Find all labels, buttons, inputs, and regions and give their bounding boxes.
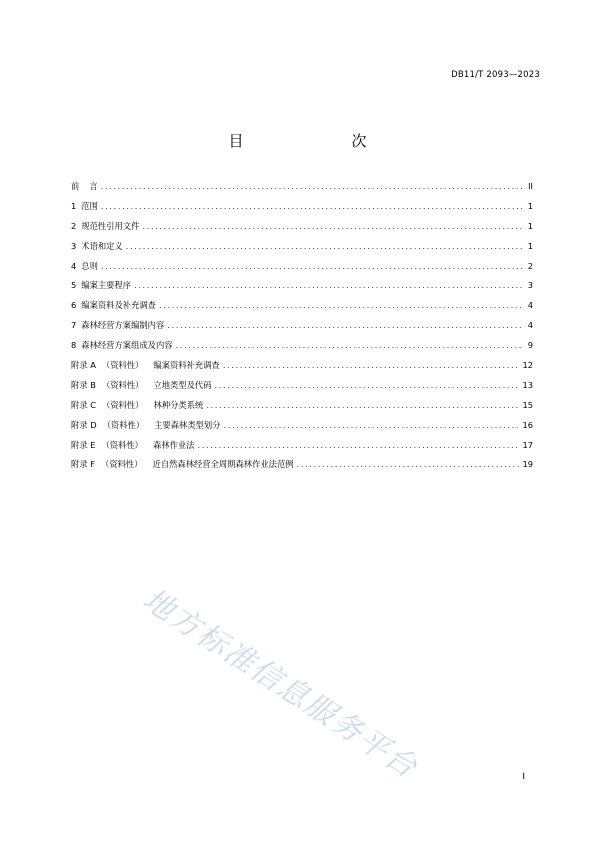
toc-entry-number: 7 [71,320,77,331]
toc-entry-page: 4 [527,320,533,331]
toc-entry-number: 3 [71,240,77,251]
toc-entry[interactable] [71,220,533,240]
toc-entry-label: 言 [89,181,98,191]
toc-entry-number: 1 [71,200,77,211]
toc-entry[interactable] [71,339,533,359]
toc-entry-label: 总则 [81,260,98,271]
toc-leader-dots [126,241,522,251]
toc-entry-number: 4 [71,260,77,271]
toc-leader-dots [167,320,522,330]
toc-entry-appendix[interactable] [71,458,533,478]
toc-entry-page: 13 [522,379,533,390]
toc-entry-kind: （资料性） [101,360,144,371]
toc-entry-number: 2 [71,220,77,231]
watermark: 地方标准信息服务平台 [136,582,424,786]
toc-entry-kind: （资料性） [102,399,144,410]
toc-entry-page: 19 [522,459,533,470]
toc-entry-page: 1 [527,220,533,231]
toc-entry-page: 1 [527,200,533,211]
toc-entry-label: 编案资料及补充调查 [81,300,156,311]
page-title: 目 次 [228,132,393,150]
toc-entry-page: II [528,181,533,191]
toc-entry-kind: （资料性） [102,419,145,430]
toc-entry-number: 附录 E [71,439,96,450]
toc-entry-label: 主要森林类型划分 [154,419,221,430]
toc-entry-appendix[interactable] [71,379,533,399]
toc-leader-dots [197,440,519,450]
toc-entry-label: 森林经营方案编制内容 [81,320,165,331]
toc-entry-kind: （资料性） [101,439,143,450]
toc-entry-number: 5 [71,280,77,291]
toc-leader-dots [224,420,520,430]
table-of-contents [71,180,533,478]
toc-leader-dots [101,261,522,271]
toc-entry-number: 前 [71,181,80,191]
toc-entry-page: 16 [522,419,533,430]
toc-entry-label: 森林作业法 [152,439,195,450]
toc-entry-label: 规范性引用文件 [81,220,140,231]
toc-entry[interactable] [71,240,533,260]
toc-entry-label: 立地类型及代码 [153,379,212,390]
toc-entry[interactable] [71,200,533,220]
toc-leader-dots [101,181,522,191]
toc-entry[interactable] [71,319,533,339]
toc-entry-page: 9 [527,340,533,351]
toc-entry[interactable] [71,279,533,299]
toc-leader-dots [176,340,522,350]
toc-entry-number: 附录 F [71,459,96,470]
toc-leader-dots [206,400,519,410]
toc-entry[interactable] [71,260,533,280]
toc-entry-label: 森林经营方案组成及内容 [81,340,173,351]
toc-entry-kind: （资料性） [101,459,143,470]
toc-entry-appendix[interactable] [71,399,533,419]
toc-entry-appendix[interactable] [71,439,533,459]
toc-entry-page: 2 [527,260,533,271]
toc-entry-page: 12 [522,360,533,371]
toc-leader-dots [101,201,522,211]
standard-code: DB11/T 2093—2023 [451,70,540,80]
toc-entry-appendix[interactable] [71,419,533,439]
toc-entry-page: 1 [527,240,533,251]
toc-entry-page: 15 [522,399,533,410]
toc-entry-number: 附录 B [71,379,96,390]
toc-entry-foreword[interactable] [71,180,533,200]
toc-entry[interactable] [71,299,533,319]
toc-entry-number: 8 [71,340,77,351]
page-number: I [522,772,525,782]
toc-entry-label: 编案主要程序 [81,280,132,291]
toc-leader-dots [223,360,520,370]
toc-leader-dots [142,221,522,231]
toc-entry-page: 3 [527,280,533,291]
toc-entry-label: 范围 [81,200,98,211]
toc-entry-page: 4 [527,300,533,311]
toc-leader-dots [297,459,520,469]
toc-entry-label: 术语和定义 [81,240,123,251]
toc-entry-label: 编案资料补充调查 [153,360,220,371]
toc-entry-appendix[interactable] [71,359,533,379]
toc-entry-number: 附录 D [71,419,97,430]
toc-entry-label: 林种分类系统 [153,399,204,410]
toc-entry-number: 附录 A [71,360,96,371]
toc-leader-dots [215,380,520,390]
toc-entry-kind: （资料性） [101,379,144,390]
toc-leader-dots [134,280,522,290]
toc-entry-page: 17 [522,439,533,450]
toc-entry-number: 附录 C [71,399,97,410]
toc-entry-label: 近自然森林经营全周期森林作业法范例 [152,459,294,470]
toc-leader-dots [159,300,522,310]
toc-entry-number: 6 [71,300,77,311]
